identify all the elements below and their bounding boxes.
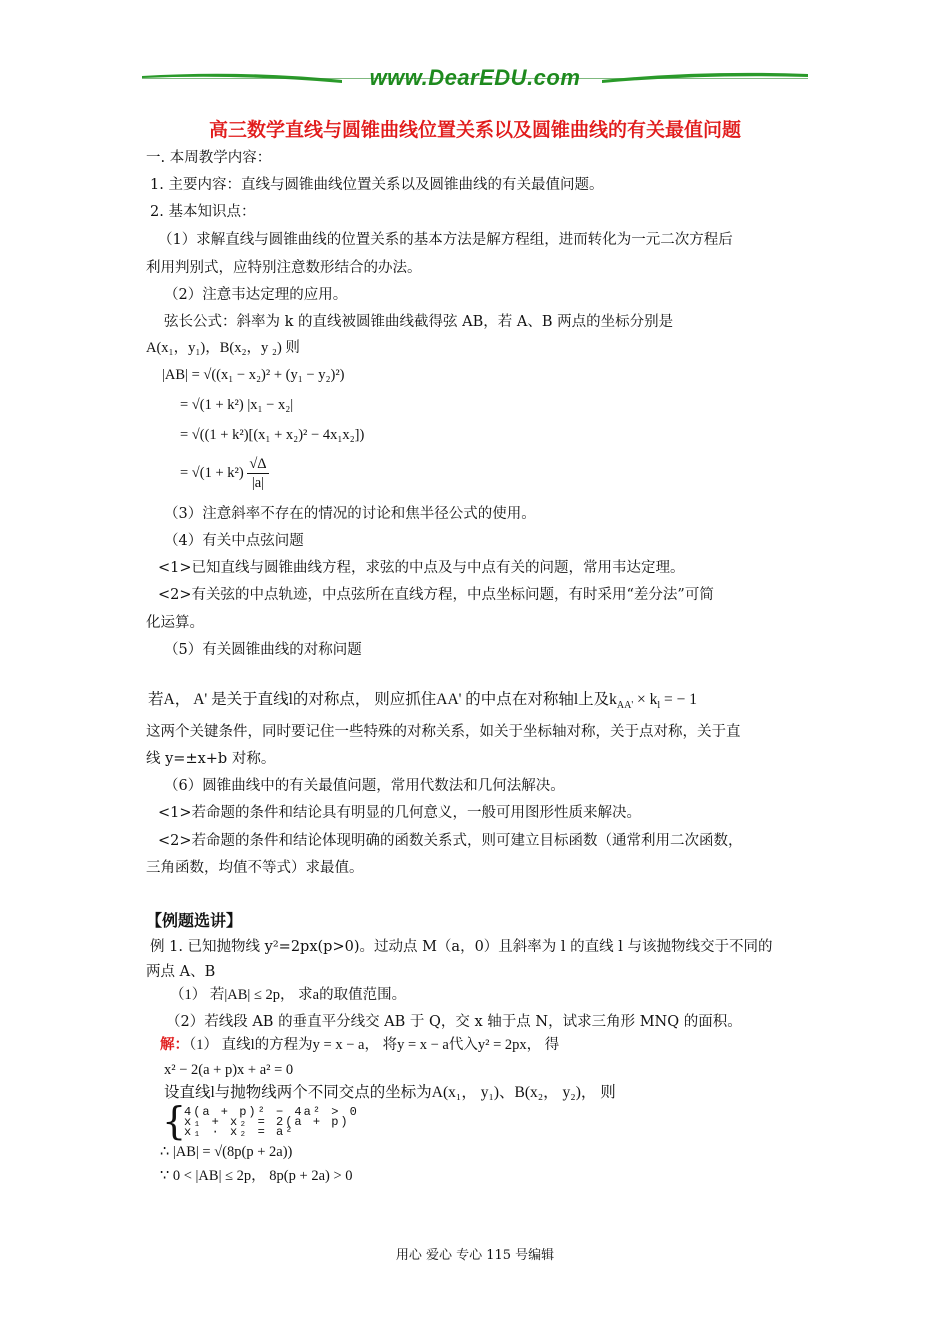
formula-prefix: = √(1 + k²) — [180, 464, 244, 481]
symmetry-times: × k — [633, 691, 658, 708]
text-line: 2. 基本知识点： — [150, 204, 256, 220]
formula-fraction — [247, 455, 268, 492]
quadratic-equation: x² − 2(a + p)x + a² = 0 — [164, 1062, 294, 1078]
text-line: 化运算。 — [146, 615, 204, 631]
subscript-l: l — [657, 700, 661, 712]
chord-formula-3: = √((1 + k²)[(x₁ + x₂)² − 4x₁x₂]) — [180, 427, 365, 443]
fraction-numerator: √Δ — [249, 456, 267, 472]
example-line: 两点 A、B — [146, 964, 216, 980]
symmetry-condition — [148, 690, 697, 716]
example-question-2: （2）若线段 AB 的垂直平分线交 AB 于 Q，交 x 轴于点 N，试求三角形 MNQ 的面积。 — [166, 1014, 742, 1030]
solution-step-4: ∴ |AB| = √(8p(p + 2a)) — [160, 1144, 293, 1160]
text-line: <1>若命题的条件和结论具有明显的几何意义，一般可用图形性质来解决。 — [158, 805, 642, 821]
text-line: <1>已知直线与圆锥曲线方程，求弦的中点及与中点有关的问题，常用韦达定理。 — [158, 560, 685, 576]
solution-line — [160, 1035, 559, 1055]
system-eq-1: 4(a + p)² − 4a² > 0 — [184, 1105, 359, 1119]
solution-step-3: 设直线l与抛物线两个不同交点的坐标为A(x₁， y₁)、B(x₂， y₂)， 则 — [164, 1084, 616, 1101]
system-brace-icon: { — [162, 1099, 187, 1143]
fraction-denominator: |a| — [251, 475, 265, 491]
system-eq-3: x₁ · x₂ = a² — [184, 1125, 295, 1139]
text-line: 弦长公式：斜率为 k 的直线被圆锥曲线截得弦 AB，若 A、B 两点的坐标分别是 — [164, 314, 674, 330]
text-line: （3）注意斜率不存在的情况的讨论和焦半径公式的使用。 — [164, 506, 536, 522]
text-line: 三角函数，均值不等式）求最值。 — [146, 860, 364, 876]
text-line: <2>若命题的条件和结论体现明确的函数关系式，则可建立目标函数（通常利用二次函数， — [158, 833, 743, 849]
text-line: <2>有关弦的中点轨迹，中点弦所在直线方程，中点坐标问题，有时采用“差分法”可简 — [158, 587, 714, 603]
page-footer: 用心 爱心 专心 115 号编辑 — [395, 1248, 555, 1263]
site-name: www.DearEDU.com — [369, 65, 581, 90]
example-line: 例 1. 已知抛物线 y²=2px(p>0)。过动点 M（a，0）且斜率为 l 的直线 l 与该抛物线交于不同的 — [150, 939, 773, 955]
section-heading: 【例题选讲】 — [146, 911, 243, 930]
chord-formula-1: |AB| = √((x₁ − x₂)² + (y₁ − y₂)²) — [162, 367, 345, 383]
text-line: 利用判别式，应特别注意数形结合的办法。 — [146, 260, 422, 276]
text-line: （5）有关圆锥曲线的对称问题 — [164, 642, 362, 658]
solution-label: 解： — [160, 1036, 189, 1053]
text-line: 线 y=±x+b 对称。 — [146, 751, 276, 767]
header-banner — [142, 64, 808, 94]
text-line: （4）有关中点弦问题 — [164, 533, 304, 549]
text-line: （1）求解直线与圆锥曲线的位置关系的基本方法是解方程组，进而转化为一元二次方程后 — [158, 232, 733, 248]
system-eq-2: x₁ + x₂ = 2(a + p) — [184, 1115, 350, 1129]
text-line: A(x₁，y₁)，B(x₂，y ₂) 则 — [146, 340, 300, 356]
symmetry-text: 若A， A' 是关于直线l的对称点， 则应抓住AA' 的中点在对称轴l上及k — [148, 691, 617, 708]
page-title: 高三数学直线与圆锥曲线位置关系以及圆锥曲线的有关最值问题 — [208, 119, 741, 141]
text-line: 1. 主要内容：直线与圆锥曲线位置关系以及圆锥曲线的有关最值问题。 — [150, 177, 604, 193]
text-line: （6）圆锥曲线中的有关最值问题，常用代数法和几何法解决。 — [164, 778, 565, 794]
text-line: 一. 本周教学内容： — [146, 150, 272, 166]
chord-formula-4 — [180, 455, 269, 492]
chord-formula-2: = √(1 + k²) |x₁ − x₂| — [180, 397, 294, 413]
text-line: 这两个关键条件，同时要记住一些特殊的对称关系，如关于坐标轴对称，关于点对称，关于直 — [146, 724, 741, 740]
solution-step-1: （1） 直线l的方程为y = x − a， 将y = x − a代入y² = 2px， 得 — [189, 1037, 560, 1053]
subscript-aa: AA' — [616, 700, 634, 712]
text-line: （2）注意韦达定理的应用。 — [164, 287, 348, 303]
symmetry-result: = − 1 — [660, 691, 698, 708]
solution-step-5: ∵ 0 < |AB| ≤ 2p， 8p(p + 2a) > 0 — [160, 1168, 353, 1184]
example-question-1: （1） 若|AB| ≤ 2p， 求a的取值范围。 — [170, 987, 407, 1003]
